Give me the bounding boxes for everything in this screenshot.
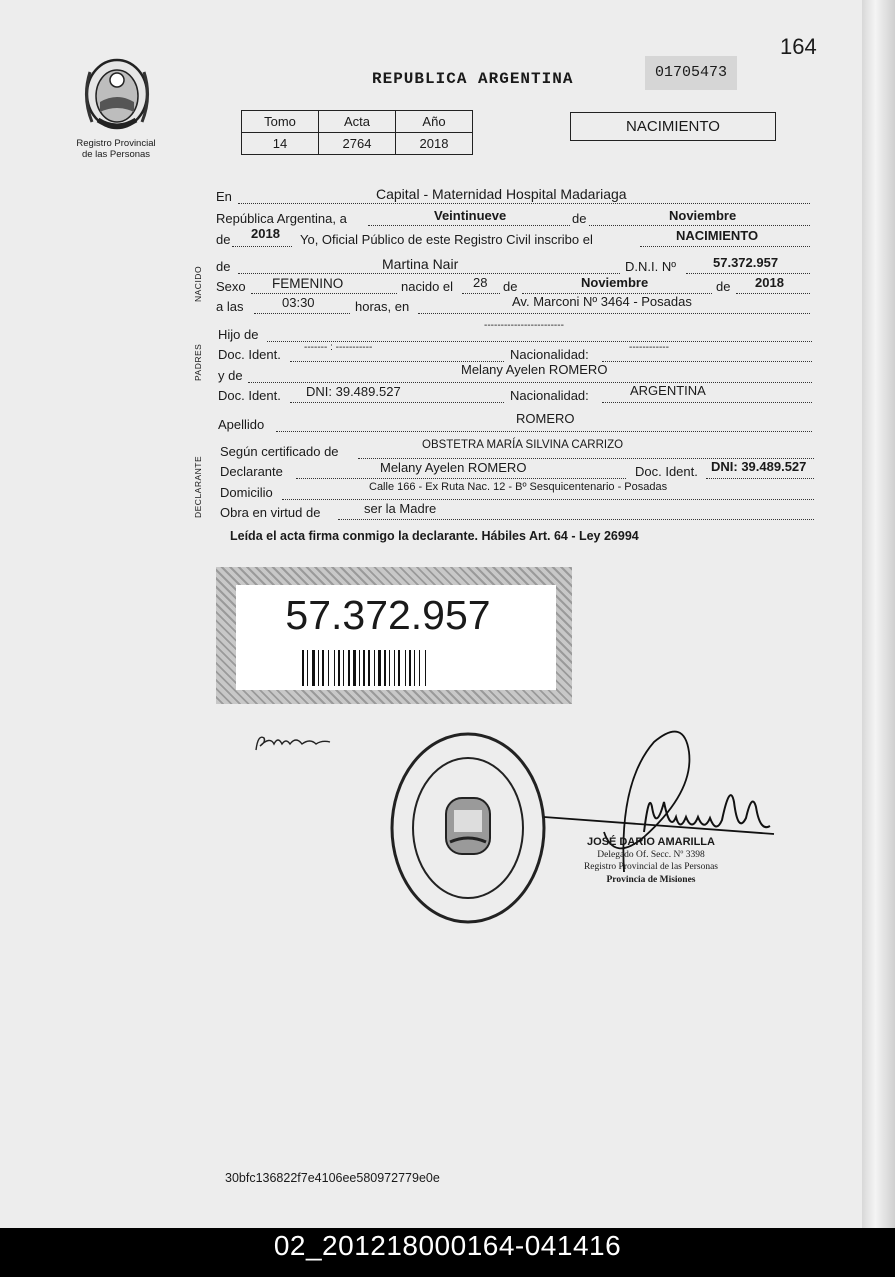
document-type-box: NACIMIENTO [570,112,776,141]
label-de-2: de [216,232,231,247]
value-padre: ------------------------ [484,320,564,331]
barcode-bar [409,650,411,686]
label-republica: República Argentina, a [216,211,347,226]
closing-statement: Leída el acta firma conmigo la declarante. Hábiles Art. 64 - Ley 26994 [230,529,639,543]
value-lugar: Capital - Maternidad Hospital Madariaga [376,186,627,202]
line-dni [686,273,810,274]
value-madre-nac: ARGENTINA [630,383,706,398]
label-doc-ident-1: Doc. Ident. [218,347,281,362]
dni-barcode [300,650,496,686]
barcode-bar [405,650,406,686]
label-y-de: y de [218,368,243,383]
value-dia-letras: Veintinueve [434,208,507,223]
line-madre-nac [602,402,812,403]
document-title: REPUBLICA ARGENTINA [372,70,574,88]
footer-filename: 02_201218000164-041416 [273,1230,622,1261]
official-province: Provincia de Misiones [606,874,696,885]
value-madre: Melany Ayelen ROMERO [461,362,608,377]
barcode-bar [425,650,426,686]
barcode-bar [394,650,395,686]
line-lugar-nacimiento [418,313,810,314]
page-number: 164 [780,34,817,59]
value-declarante-doc: DNI: 39.489.527 [711,459,807,474]
barcode-bar [419,650,420,686]
value-anio-inscripcion: 2018 [251,226,280,241]
line-dia-nacimiento [462,293,500,294]
value-dia-nacimiento: 28 [473,275,488,290]
line-fecha-inscripcion [368,225,810,226]
value-nombre: Martina Nair [382,256,459,272]
line-anio-nacimiento [736,293,810,294]
label-segun-certificado: Según certificado de [220,444,339,459]
dni-sticker-number: 57.372.957 [285,592,491,638]
line-hora [254,313,350,314]
barcode-bar [328,650,329,686]
value-acto: NACIMIENTO [676,228,759,243]
register-header-row [242,111,473,133]
value-sexo: FEMENINO [272,276,344,291]
section-label-nacido: NACIDO [193,265,203,302]
line-acto [640,246,810,247]
barcode-bar [414,650,415,686]
label-nacionalidad-2: Nacionalidad: [510,388,589,403]
register-header-anio: Año [396,111,473,133]
barcode-bar [398,650,400,686]
barcode-bar [302,650,304,686]
register-value-acta: 2764 [319,133,396,155]
serial-number: 01705473 [655,64,728,81]
label-apellido: Apellido [218,417,265,432]
label-hijo-de: Hijo de [218,327,259,342]
barcode-bar [338,650,340,686]
line-nombre [238,273,620,274]
register-header-acta: Acta [319,111,396,133]
barcode-bar [353,650,356,686]
value-padre-nac: ------------ [629,342,669,353]
label-de-4: de [503,279,518,294]
register-value-tomo: 14 [242,133,319,155]
label-de-5: de [716,279,731,294]
line-declarante-doc [706,478,814,479]
label-domicilio: Domicilio [220,485,273,500]
value-hora: 03:30 [282,295,315,310]
section-label-declarante: DECLARANTE [193,455,203,518]
label-doc-ident-2: Doc. Ident. [218,388,281,403]
barcode-bar [334,650,335,686]
barcode-bar [384,650,386,686]
value-dni: 57.372.957 [713,255,779,270]
label-nacido-el: nacido el [401,279,454,294]
barcode-bar [374,650,375,686]
value-domicilio: Calle 166 - Ex Ruta Nac. 12 - Bº Sesquicentenario - Posadas [369,481,668,493]
page-stack-edge [862,0,895,1228]
barcode-bar [318,650,319,686]
barcode-bar [368,650,370,686]
value-padre-doc: ------- : ----------- [304,342,373,353]
label-obra: Obra en virtud de [220,505,321,520]
handwritten-initial [252,732,334,754]
official-office: Registro Provincial de las Personas [583,862,719,872]
official-role: Delegado Of. Secc. Nº 3398 [597,849,705,860]
logo-caption [60,138,172,160]
label-declarante: Declarante [220,464,283,479]
barcode-bar [312,650,315,686]
register-table [241,110,473,155]
official-stamp-block [566,836,736,886]
line-domicilio [282,499,814,500]
barcode-bar [389,650,390,686]
label-en: En [216,189,232,204]
value-anio-nacimiento: 2018 [755,275,784,290]
label-doc-ident-3: Doc. Ident. [635,464,698,479]
line-madre-doc [290,402,504,403]
barcode-bar [363,650,365,686]
barcode-bar [378,650,381,686]
barcode-bar [348,650,350,686]
line-declarante [296,478,626,479]
barcode-bar [343,650,344,686]
label-sexo: Sexo [216,279,246,294]
barcode-bar [307,650,308,686]
register-value-row [242,133,473,155]
line-lugar [238,203,810,204]
value-mes-nacimiento: Noviembre [581,275,649,290]
provincial-shield-logo [78,52,156,134]
document-hash: 30bfc136822f7e4106ee580972779e0e [225,1171,440,1185]
label-de-3: de [216,259,231,274]
value-lugar-nacimiento: Av. Marconi Nº 3464 - Posadas [512,294,692,309]
line-padre-nac [602,361,812,362]
line-apellido [276,431,812,432]
barcode-bar [322,650,324,686]
logo-caption-line-1: Registro Provincial [76,138,156,149]
label-dni: D.N.I. Nº [625,259,676,274]
barcode-bar [359,650,360,686]
value-obra: ser la Madre [364,501,437,516]
register-header-tomo: Tomo [242,111,319,133]
register-value-anio: 2018 [396,133,473,155]
label-nacionalidad-1: Nacionalidad: [510,347,589,362]
section-label-padres: PADRES [193,343,203,381]
label-a-las: a las [216,299,244,314]
line-anio-inscripcion [232,246,292,247]
logo-caption-line-2: de las Personas [81,149,151,160]
line-madre [248,382,812,383]
value-apellido: ROMERO [516,411,575,426]
value-certificado: OBSTETRA MARÍA SILVINA CARRIZO [422,439,624,451]
label-de-1: de [572,211,587,226]
value-mes-inscripcion: Noviembre [669,208,737,223]
value-madre-doc: DNI: 39.489.527 [306,384,401,399]
label-yo-oficial: Yo, Oficial Público de este Registro Civil inscribo el [300,232,593,247]
label-horas-en: horas, en [355,299,410,314]
line-obra [338,519,814,520]
official-seal-stamp [388,730,548,926]
official-name: JOSÉ DARÍO AMARILLA [587,836,715,848]
value-declarante: Melany Ayelen ROMERO [380,460,527,475]
line-sexo [251,293,397,294]
